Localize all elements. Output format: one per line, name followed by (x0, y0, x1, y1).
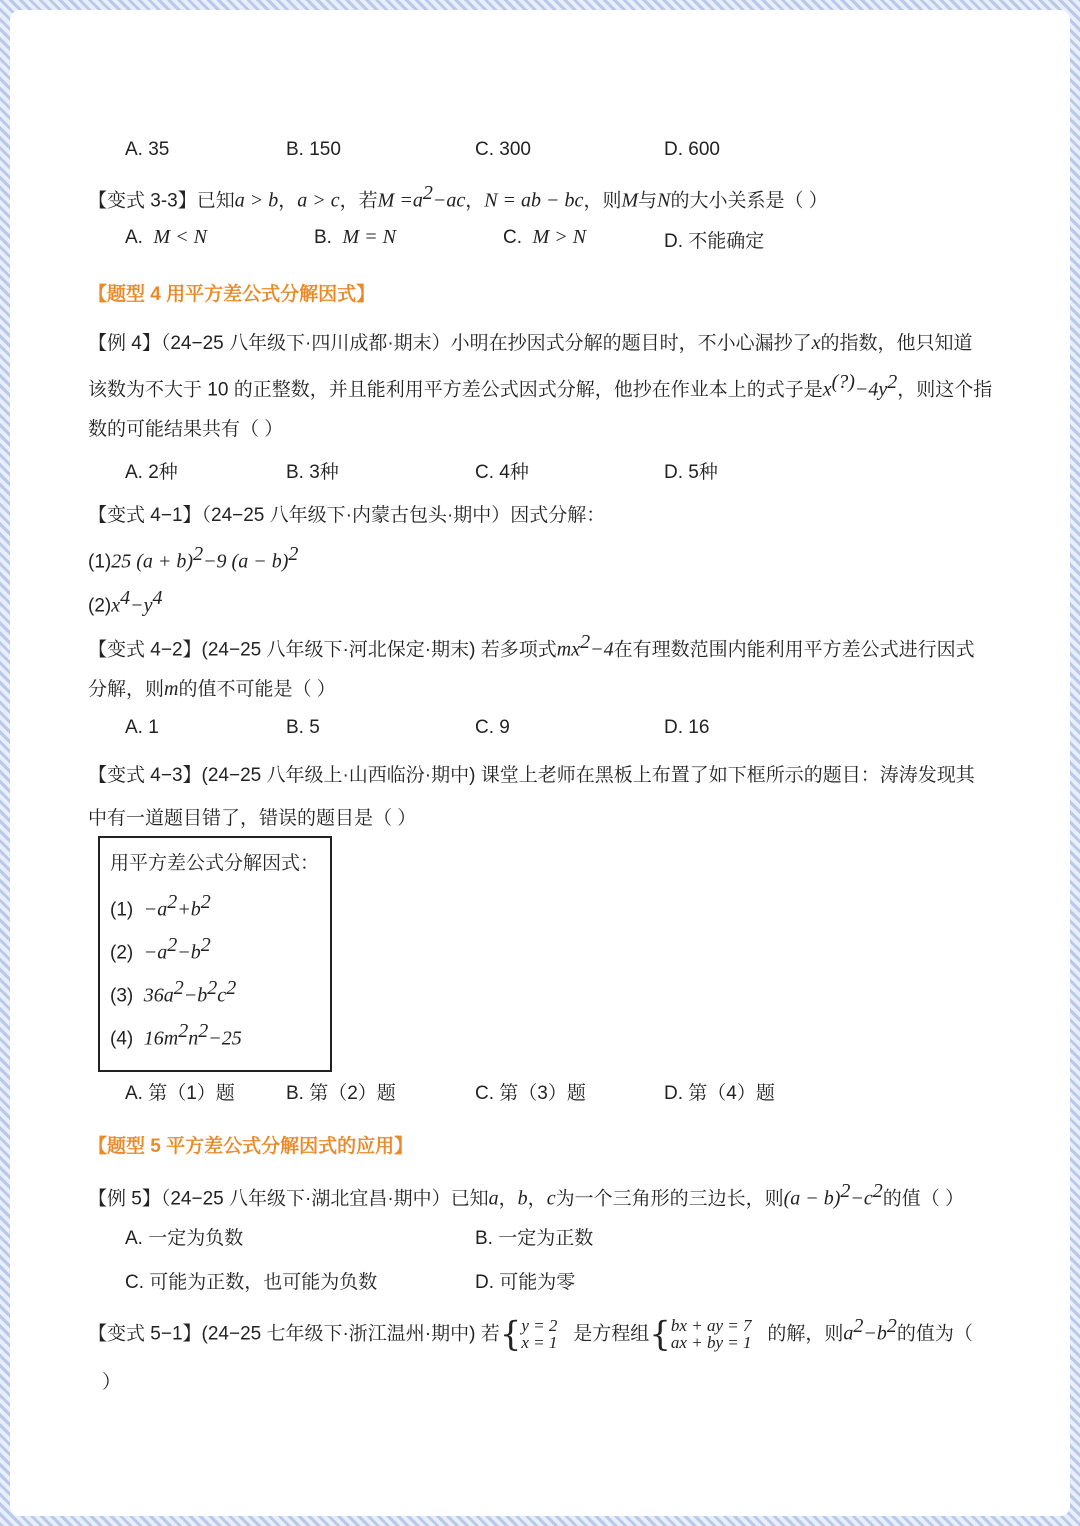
box-item-2 (110, 934, 211, 964)
option-a[interactable]: A. 第（1）题 (125, 1083, 235, 1104)
option-letter: B. (314, 227, 332, 248)
math: M =a (377, 189, 423, 212)
exponent: 4 (152, 587, 163, 609)
section-heading-4: 【题型 4 用平方差公式分解因式】 (88, 284, 376, 305)
variant-4-3-line-2: 中有一道题目错了，错误的题目是（ ） (88, 808, 417, 829)
example-4-line-1 (88, 328, 973, 355)
item-number: (4) (110, 1028, 134, 1050)
system-1 (521, 1317, 557, 1351)
math: M > N (532, 226, 587, 248)
math: a (488, 1187, 499, 1210)
math: −b (183, 984, 208, 1007)
math: m (164, 678, 179, 700)
variant-4-1-question: 【变式 4−1】（24−25 八年级下·内蒙古包头·期中）因式分解： (88, 505, 606, 526)
option-c[interactable]: C. 9 (475, 717, 510, 738)
item-number: (2) (110, 942, 134, 964)
exponent: 2 (226, 977, 237, 999)
text: 的解，则 (767, 1323, 844, 1345)
text: 是方程组 (573, 1323, 650, 1345)
math: c (217, 984, 227, 1007)
equation: y = 2 (521, 1316, 558, 1336)
math: M < N (153, 226, 208, 248)
text: 的大小关系是（ ） (670, 190, 828, 212)
option-d[interactable]: D. 5种 (664, 462, 718, 483)
option-letter: C. (503, 227, 522, 248)
question-label: 【变式 3-3】 (88, 190, 197, 212)
text: 的值不可能是（ ） (178, 679, 336, 700)
option-a[interactable]: A. 一定为负数 (125, 1228, 244, 1249)
math: x (111, 594, 121, 617)
math: −25 (208, 1027, 242, 1050)
math: b (517, 1187, 528, 1210)
exponent: 2 (872, 1180, 883, 1202)
math: −b (177, 941, 201, 964)
math: a (843, 1322, 854, 1345)
variant-4-1-part-2 (88, 587, 163, 617)
math: (a − b) (783, 1187, 841, 1210)
option-d[interactable]: D. 600 (664, 139, 720, 160)
text: 的值（ ） (882, 1188, 965, 1210)
box-item-4 (110, 1020, 242, 1050)
variant-4-1-part-1 (88, 543, 298, 573)
exponent: 2 (886, 1315, 897, 1337)
math: mx (556, 638, 581, 661)
box-item-1 (110, 891, 211, 921)
equation: bx + ay = 7 (670, 1316, 752, 1336)
exponent: 2 (288, 543, 299, 565)
text: ，则这个指 (897, 379, 993, 401)
option-b[interactable]: B. 第（2）题 (286, 1083, 396, 1104)
system-2 (671, 1317, 752, 1351)
option-a[interactable]: A. 35 (125, 139, 170, 160)
variant-5-1-line-1 (88, 1306, 973, 1355)
math: −9 (a − b) (203, 550, 289, 573)
math: −y (130, 594, 153, 617)
variant-4-3-line-1: 【变式 4−3】(24−25 八年级上·山西临汾·期中) 课堂上老师在黑板上布置了如下框所示的题目：涛涛发现其 (88, 765, 975, 786)
item-number: (3) (110, 985, 134, 1007)
math: −4 (590, 638, 614, 661)
option-d[interactable]: D. 不能确定 (664, 231, 765, 252)
text: ， (278, 190, 298, 212)
text: ， (527, 1188, 547, 1210)
variant-3-3-question (88, 182, 828, 212)
math: +b (177, 898, 201, 921)
exponent: 2 (853, 1315, 864, 1337)
math: −b (863, 1322, 887, 1345)
exponent: 2 (200, 891, 211, 913)
math: x (822, 378, 832, 401)
example-4-line-3: 数的可能结果共有（ ） (88, 419, 284, 440)
option-d[interactable]: D. 第（4）题 (664, 1083, 775, 1104)
exponent: 2 (198, 1020, 209, 1042)
option-a[interactable]: A. 2种 (125, 462, 178, 483)
section-heading-5: 【题型 5 平方差公式分解因式的应用】 (88, 1136, 414, 1157)
equation: ax + by = 1 (670, 1333, 752, 1353)
option-a[interactable] (125, 226, 207, 249)
exponent: 2 (207, 977, 218, 999)
math: M (621, 189, 639, 212)
math: a > c (297, 189, 340, 212)
text: 【例 5】（24−25 八年级下·湖北宜昌·期中）已知 (88, 1188, 489, 1210)
problem-box (98, 836, 332, 1072)
text: 【变式 4−2】(24−25 八年级下·河北保定·期末) 若多项式 (88, 639, 557, 661)
option-b[interactable]: B. 150 (286, 139, 341, 160)
text: 为一个三角形的三边长，则 (555, 1188, 784, 1210)
option-letter: A. (125, 227, 143, 248)
text: 【变式 5−1】(24−25 七年级下·浙江温州·期中) 若 (88, 1323, 500, 1345)
math: −a (143, 941, 168, 964)
exponent: 2 (167, 934, 178, 956)
item-number: (1) (110, 899, 134, 921)
left-brace: { (649, 1314, 671, 1355)
option-d[interactable]: D. 可能为零 (475, 1272, 576, 1293)
exponent: 2 (178, 1020, 189, 1042)
exponent: 2 (167, 891, 178, 913)
exponent: 2 (840, 1180, 851, 1202)
part-label: (1) (88, 551, 112, 573)
option-d[interactable]: D. 16 (664, 717, 710, 738)
option-c[interactable] (503, 226, 586, 249)
option-c[interactable]: C. 300 (475, 139, 531, 160)
math: −ac (432, 189, 466, 212)
text: 该数为不大于 10 的正整数，并且能利用平方差公式因式分解，他抄在作业本上的式子是 (88, 379, 823, 401)
exponent: 2 (173, 977, 184, 999)
variant-5-1-line-2: ） (102, 1372, 122, 1393)
exponent: 2 (422, 182, 433, 204)
box-title: 用平方差公式分解因式： (110, 853, 320, 874)
text: 分解，则 (88, 679, 165, 700)
exponent: 2 (200, 934, 211, 956)
left-brace: { (499, 1314, 522, 1355)
text: ，则 (583, 190, 622, 212)
exponent: 2 (580, 631, 591, 653)
exponent: 2 (887, 371, 898, 393)
option-c[interactable]: C. 4种 (475, 462, 529, 483)
math: 25 (a + b) (111, 550, 194, 573)
example-4-line-2 (88, 371, 992, 401)
math: c (546, 1187, 556, 1210)
option-a[interactable]: A. 1 (125, 717, 159, 738)
math: N (657, 189, 671, 212)
math: n (188, 1027, 199, 1050)
option-c[interactable]: C. 第（3）题 (475, 1083, 586, 1104)
text: 【例 4】（24−25 八年级下·四川成都·期末）小明在抄因式分解的题目时，不小心漏抄了 (88, 333, 812, 354)
text: 的值为（ (896, 1323, 973, 1345)
text: 与 (638, 190, 658, 212)
math: −a (143, 898, 168, 921)
text: ， (465, 190, 485, 212)
option-b[interactable]: B. 3种 (286, 462, 339, 483)
option-b[interactable] (314, 226, 396, 249)
text: ， (498, 1188, 518, 1210)
part-label: (2) (88, 595, 112, 617)
variant-4-2-line-2 (88, 674, 336, 701)
text: ，若 (339, 190, 378, 212)
text: 的指数，他只知道 (820, 333, 973, 354)
option-b[interactable]: B. 一定为正数 (475, 1228, 594, 1249)
math: −4y (854, 378, 888, 401)
exponent: 4 (120, 587, 131, 609)
equation: x = 1 (521, 1333, 558, 1353)
exponent: 2 (193, 543, 204, 565)
text: 已知 (196, 190, 235, 212)
math: 16m (143, 1027, 179, 1050)
text: 在有理数范围内能利用平方差公式进行因式 (613, 639, 975, 661)
example-5-question (88, 1180, 964, 1210)
variant-4-2-line-1 (88, 631, 975, 661)
exponent: (?) (831, 371, 855, 393)
box-item-3 (110, 977, 236, 1007)
math: M = N (342, 226, 397, 248)
math: −c (850, 1187, 873, 1210)
math: N = ab − bc (484, 189, 584, 212)
math: 36a (143, 984, 174, 1007)
option-c[interactable]: C. 可能为正数，也可能为负数 (125, 1272, 378, 1293)
option-b[interactable]: B. 5 (286, 717, 320, 738)
math: x (811, 332, 821, 354)
math: a > b (234, 189, 279, 212)
